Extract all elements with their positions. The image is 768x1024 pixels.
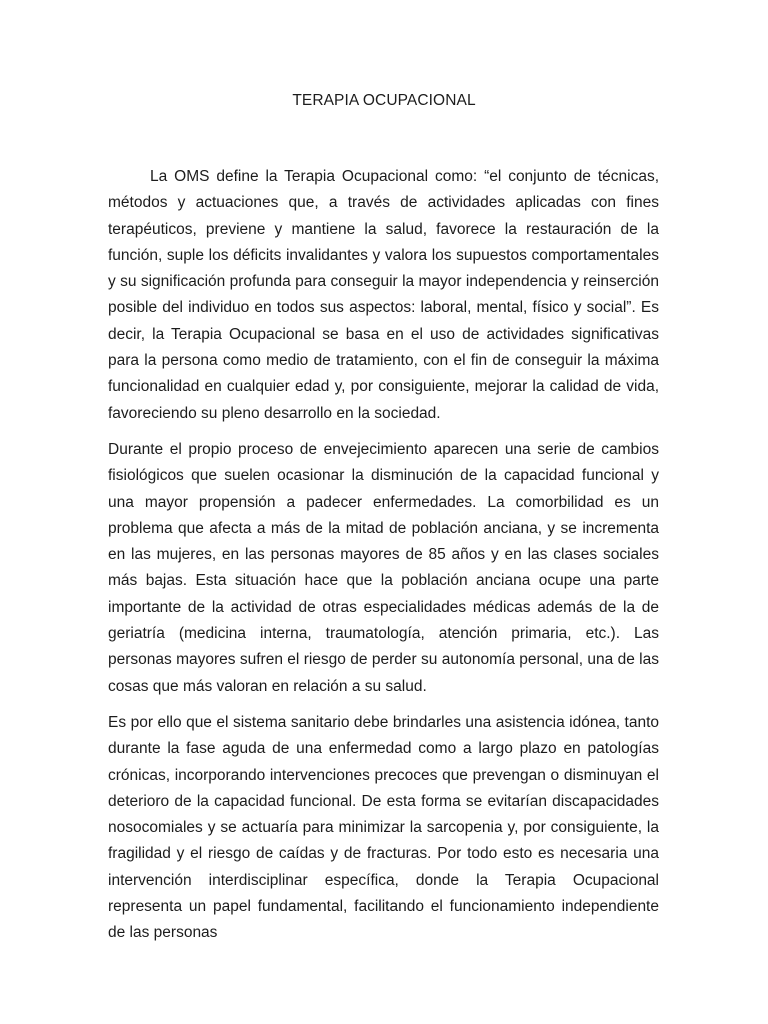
document-body <box>108 164 659 957</box>
paragraph-oms-definition: La OMS define la Terapia Ocupacional como: “el conjunto de técnicas, métodos y actuaciones que, a través de actividades aplicadas con fines terapéuticos, previene y mantiene la salud, favorece la restauración de la función, suple los déficits invalidantes y valora los supuestos comportamentales y su significación profunda para conseguir la mayor independencia y reinserción posible del individuo en todos sus aspectos: laboral, mental, físico y social”. Es decir, la Terapia Ocupacional se basa en el uso de actividades significativas para la persona como medio de tratamiento, con el fin de conseguir la máxima funcionalidad en cualquier edad y, por consiguiente, mejorar la calidad de vida, favoreciendo su pleno desarrollo en la sociedad. <box>108 168 659 422</box>
paragraph-health-system: Es por ello que el sistema sanitario debe brindarles una asistencia idónea, tanto durante la fase aguda de una enfermedad como a largo plazo en patologías crónicas, incorporando intervenciones precoces que prevengan o disminuyan el deterioro de la capacidad funcional. De esta forma se evitarían discapacidades nosocomiales y se actuaría para minimizar la sarcopenia y, por consiguiente, la fragilidad y el riesgo de caídas y de fracturas. Por todo esto es necesaria una intervención interdisciplinar específica, donde la Terapia Ocupacional representa un papel fundamental, facilitando el funcionamiento independiente de las personas <box>108 713 659 942</box>
document-title: TERAPIA OCUPACIONAL <box>292 92 476 109</box>
paragraph-aging-process: Durante el propio proceso de envejecimiento aparecen una serie de cambios fisiológicos que suelen ocasionar la disminución de la capacidad funcional y una mayor propensión a padecer enfermedades. La comorbilidad es un problema que afecta a más de la mitad de población anciana, y se incrementa en las mujeres, en las personas mayores de 85 años y en las clases sociales más bajas. Esta situación hace que la población anciana ocupe una parte importante de la actividad de otras especialidades médicas además de la de geriatría (medicina interna, traumatología, atención primaria, etc.). Las personas mayores sufren el riesgo de perder su autonomía personal, una de las cosas que más valoran en relación a su salud. <box>108 440 659 695</box>
